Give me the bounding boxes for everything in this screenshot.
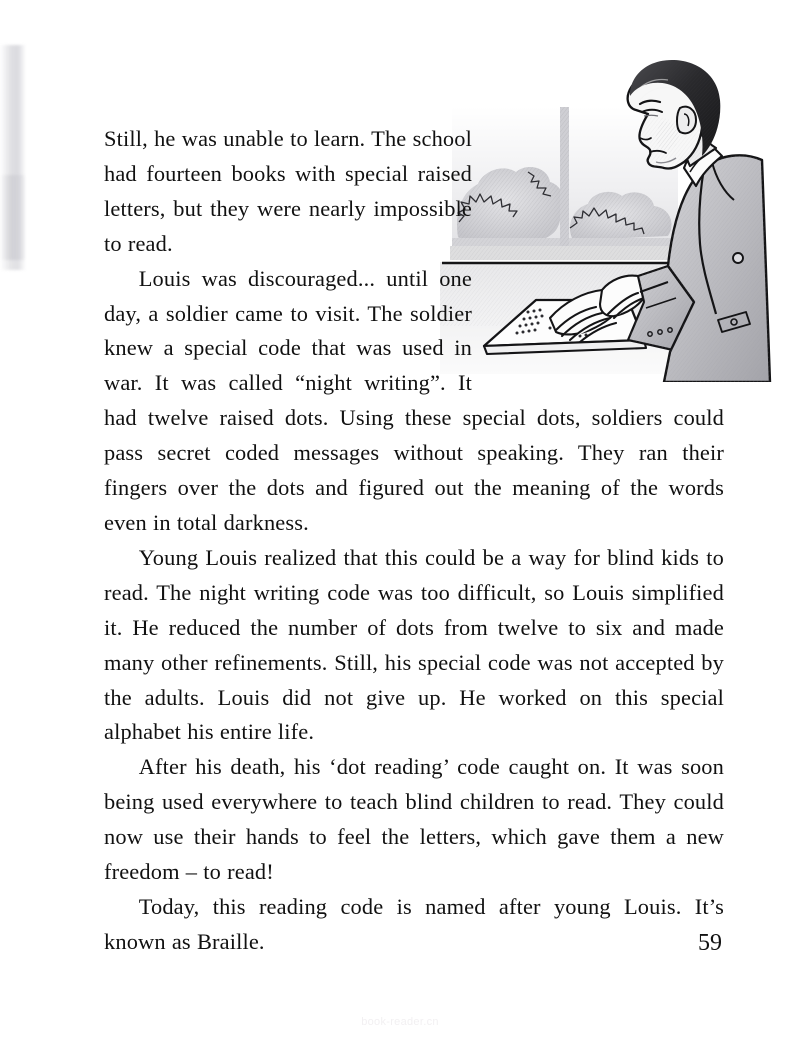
page-number: 59 — [698, 930, 722, 956]
site-watermark: book-reader.cn — [361, 1016, 439, 1028]
paragraph-4: After his death, his ‘dot reading’ code caught on. It was soon being used everywhere to teach blind children to read. They could now use their hands to feel the letters, which gave them a new freedom – to read! — [104, 754, 724, 885]
paragraph-3: Young Louis realized that this could be a way for blind kids to read. The night writing code was too difficult, so Louis simplified it. He reduced the number of dots from twelve to six and made many other refinements. Still, his special code was not accepted by the adults. Louis did not give up. He worked on this special alphabet his entire life. — [104, 544, 724, 745]
body-text — [104, 122, 724, 960]
paragraph-2: Louis was discouraged... until one day, a soldier came to visit. The soldier knew a special code that was used in war. It was called “night writing”. It had twelve raised dots. Using these special dots, soldiers could pass secret coded messages without speaking. They ran their fingers over the dots and figured out the meaning of the words even in total darkness. — [104, 265, 724, 535]
scan-gutter-shadow — [0, 45, 26, 260]
scan-gutter-shadow-lower — [0, 175, 26, 270]
paragraph-1: Still, he was unable to learn. The school had fourteen books with special raised letters, but they were nearly impossible to read. — [104, 126, 472, 256]
paragraph-5: Today, this reading code is named after young Louis. It’s known as Braille. — [104, 893, 724, 954]
illustration-text-wrap-spacer — [472, 122, 724, 380]
